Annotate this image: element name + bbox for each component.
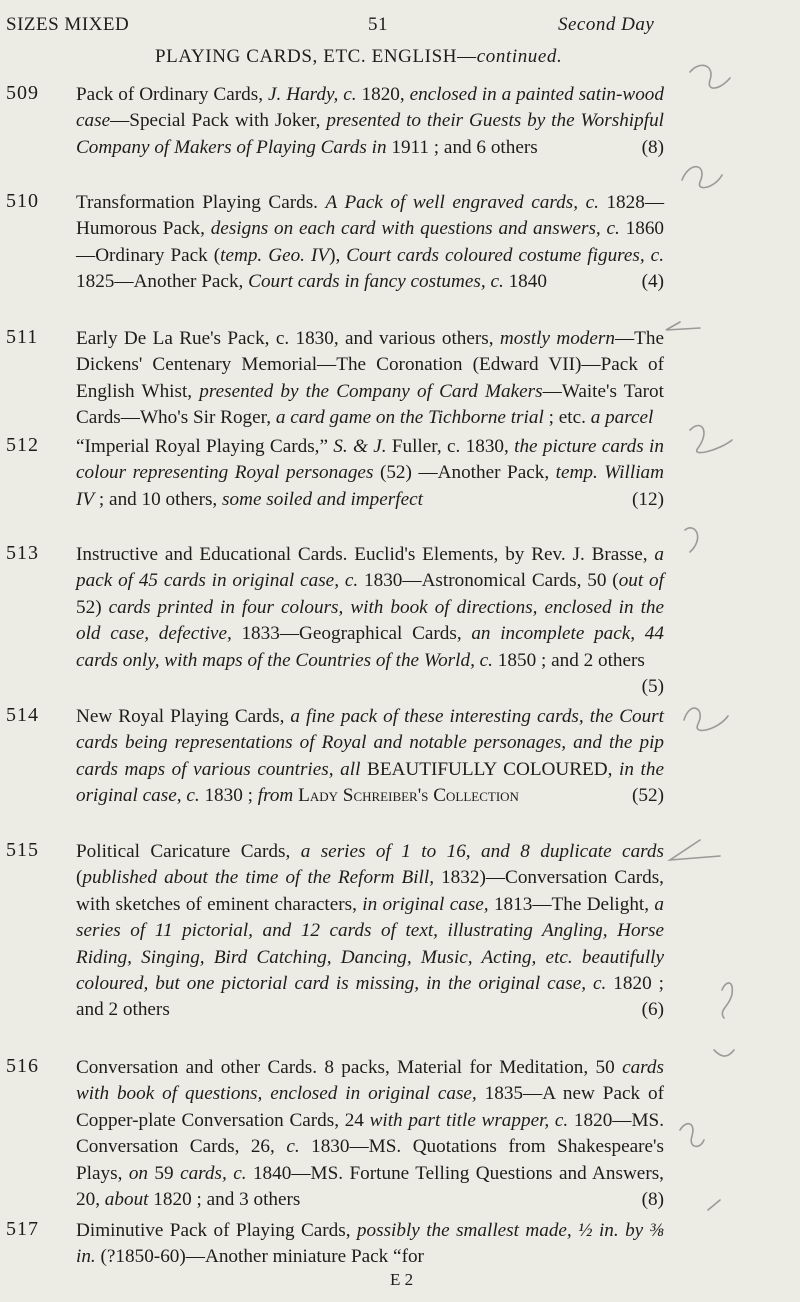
section-title [155, 46, 562, 68]
lot-text-segment: 1820 ; and 3 others [148, 1189, 301, 1211]
lot-text-segment: BEAUTIFULLY COLOURED, [360, 758, 620, 780]
lot-text-segment: Diminutive Pack of Playing Cards, [76, 1220, 357, 1241]
lot-count: (6) [641, 999, 664, 1021]
lot-number: 511 [6, 326, 39, 348]
lot-description [76, 326, 664, 432]
lot-text-segment: temp. Geo. IV [220, 244, 330, 266]
page-number: 51 [368, 14, 388, 35]
lot-text-segment: 1820—MS. Conversation Cards, 26, [76, 1109, 665, 1158]
lot-text-segment: “Imperial Royal Playing Cards,” [76, 436, 334, 457]
lot-text-segment: Transformation Playing Cards. [76, 192, 326, 213]
lot-text-segment: —Waite's Tarot Cards—Who's Sir Roger, [76, 380, 664, 429]
lot-text-segment: 1835—A new Pack of Copper-plate Conversation Cards, 24 [76, 1083, 664, 1131]
lot-text-segment: 1840 [503, 271, 547, 293]
lot-number: 510 [6, 190, 39, 212]
lot-text-segment: out of [618, 570, 664, 592]
lot-text-segment: mostly modern [499, 328, 615, 349]
lot-text-segment: 1860—Ordinary Pack ( [76, 218, 665, 266]
lot-text-segment: 1832)—Conversation Cards, with sketches of eminent characters, [76, 867, 664, 915]
lot-text-segment: a series of 1 to 16, and 8 duplicate cards [300, 841, 664, 862]
lot-number: 512 [6, 434, 39, 456]
lot-text-segment: 1830—MS. Quotations from Shakespeare's Plays, [76, 1136, 664, 1184]
signature-mark: E 2 [390, 1270, 414, 1289]
lot-number: 515 [6, 839, 39, 861]
lot-text-segment: from [257, 785, 294, 807]
lot-text-segment: a parcel [590, 407, 654, 429]
lot-text-segment: enclosed in a painted satin-wood case [76, 84, 664, 132]
header-right: Second Day [558, 14, 655, 35]
lot-text-segment: 1840—MS. Fortune Telling Questions and Answers, 20, [76, 1162, 664, 1211]
lot-text-segment: 52) [76, 596, 109, 618]
lot-number: 514 [6, 704, 39, 726]
lot-text-segment: 1820, [356, 84, 410, 105]
lot-description [76, 82, 664, 161]
lot-count: (8) [641, 1189, 664, 1211]
lot-description [76, 704, 664, 810]
lot-text-segment: designs on each card with questions and answers, c. [210, 218, 620, 240]
header-left: SIZES MIXED [6, 14, 130, 35]
lot-text-segment: 1830 ; [199, 785, 258, 807]
lot-text-segment: ; and 10 others, [94, 488, 223, 510]
lot-text-segment: 59 [148, 1162, 181, 1184]
lot-description [76, 434, 664, 513]
lot-text-segment: Court cards coloured costume figures, c. [346, 244, 665, 266]
lot-text-segment: Court cards in fancy costumes, c. [248, 271, 504, 293]
lot-text-segment: a series of 11 pictorial, and 12 cards of text, illustrating Angling, Horse Riding, Singing, Bird Catching, Dancing, Music, Acting, etc. beautifully coloured, but one pictorial card is missing, in the original case, c. [76, 893, 664, 995]
lot-count: (52) [632, 785, 664, 807]
lot-text-segment: 1813—The Delight, [488, 893, 655, 915]
lot-text-segment: 1911 ; and 6 others [386, 136, 538, 158]
lot-text-segment: with part title wrapper, c. [369, 1109, 569, 1131]
lot-text-segment: cards with book of questions, enclosed in original case, [76, 1057, 664, 1105]
lot-count: (8) [641, 136, 664, 158]
lot-text-segment: on [128, 1162, 148, 1184]
lot-text-segment: temp. William IV [76, 462, 664, 510]
lot-number: 517 [6, 1218, 39, 1240]
lot-text-segment: —The Dickens' Centenary Memorial—The Coronation (Edward VII)—Pack of English Whist, [76, 328, 664, 402]
lot-text-segment: a card game on the Tichborne trial [275, 407, 544, 429]
lot-text-segment: Fuller, c. 1830, [386, 436, 515, 457]
lot-number: 516 [6, 1055, 39, 1077]
lot-text-segment: Early De La Rue's Pack, c. 1830, and various others, [76, 328, 500, 349]
lot-text-segment: presented to their Guests by the Worshipful Company of Makers of Playing Cards in [76, 110, 664, 158]
lot-description [76, 190, 664, 296]
lot-text-segment: a pack of 45 cards in original case, c. [76, 544, 664, 592]
lot-text-segment: 1820 ; and 2 others [76, 973, 664, 1021]
lot-number: 513 [6, 542, 39, 564]
lot-text-segment: —Special Pack with Joker, [110, 110, 327, 132]
lot-text-segment: (?1850-60)—Another miniature Pack “for [95, 1246, 424, 1268]
lot-text-segment: New Royal Playing Cards, [76, 706, 291, 727]
section-title-main: PLAYING CARDS, ETC. ENGLISH— [155, 46, 477, 67]
lot-text-segment: J. Hardy, c. [267, 84, 357, 105]
lot-text-segment: (52) —Another Pack, [373, 462, 556, 484]
lot-description [76, 1055, 664, 1213]
lot-text-segment: Instructive and Educational Cards. Euclid's Elements, by Rev. J. Brasse, [76, 544, 655, 565]
lot-text-segment: possibly the smallest made, ½ in. by ⅜ in. [76, 1220, 664, 1268]
lot-text-segment: 1833—Geographical Cards, [231, 623, 472, 645]
lot-text-segment: in the original case, c. [76, 758, 665, 807]
lot-text-segment: Pack of Ordinary Cards, [76, 84, 268, 105]
lot-text-segment: 1825—Another Pack, [76, 271, 249, 293]
lot-text-segment: A Pack of well engraved cards, c. [325, 192, 599, 213]
lot-text-segment: Conversation and other Cards. 8 packs, Material for Meditation, 50 [76, 1057, 623, 1078]
lot-text-segment: presented by the Company of Card Makers [199, 380, 543, 402]
lot-count: (12) [632, 488, 664, 510]
lot-count: (4) [641, 271, 664, 293]
lot-text-segment: 1850 ; and 2 others [492, 649, 645, 671]
lot-text-segment: Lady Schreiber's Collection [293, 785, 519, 807]
lot-description [76, 1218, 664, 1271]
section-title-continued: continued. [476, 46, 563, 67]
lot-text-segment: published about the time of the Reform Bill, [82, 867, 435, 889]
lot-text-segment: an incomplete pack, 44 cards only, with maps of the Countries of the World, c. [76, 623, 664, 671]
lot-description [76, 542, 664, 700]
lot-text-segment: ( [76, 867, 83, 889]
lot-text-segment: S. & J. [333, 436, 387, 457]
lot-text-segment: c. [286, 1136, 300, 1158]
running-header [0, 8, 800, 38]
lot-text-segment: Political Caricature Cards, [76, 841, 301, 862]
lot-text-segment: some soiled and imperfect [222, 488, 423, 510]
lot-text-segment: in original case, [362, 893, 489, 915]
lot-text-segment: a fine pack of these interesting cards, the Court cards being representations of Royal and notable personages, and the pip cards maps of various countries, all [76, 706, 664, 780]
lot-text-segment: ; etc. [543, 407, 591, 429]
lot-text-segment: cards printed in four colours, with book of directions, enclosed in the old case, defective, [76, 596, 665, 645]
lot-text-segment: ), [329, 244, 347, 266]
lot-text-segment: cards, c. [180, 1162, 247, 1184]
lot-number: 509 [6, 82, 39, 104]
handwritten-margin-notes [660, 60, 800, 1220]
lot-description [76, 839, 664, 1024]
lot-text-segment: the picture cards in colour representing Royal personages [76, 436, 664, 484]
lot-text-segment: 1830—Astronomical Cards, 50 ( [358, 570, 619, 592]
lot-text-segment: 1828—Humorous Pack, [76, 192, 665, 240]
lot-count: (5) [641, 676, 664, 698]
lot-text-segment: about [104, 1189, 149, 1211]
